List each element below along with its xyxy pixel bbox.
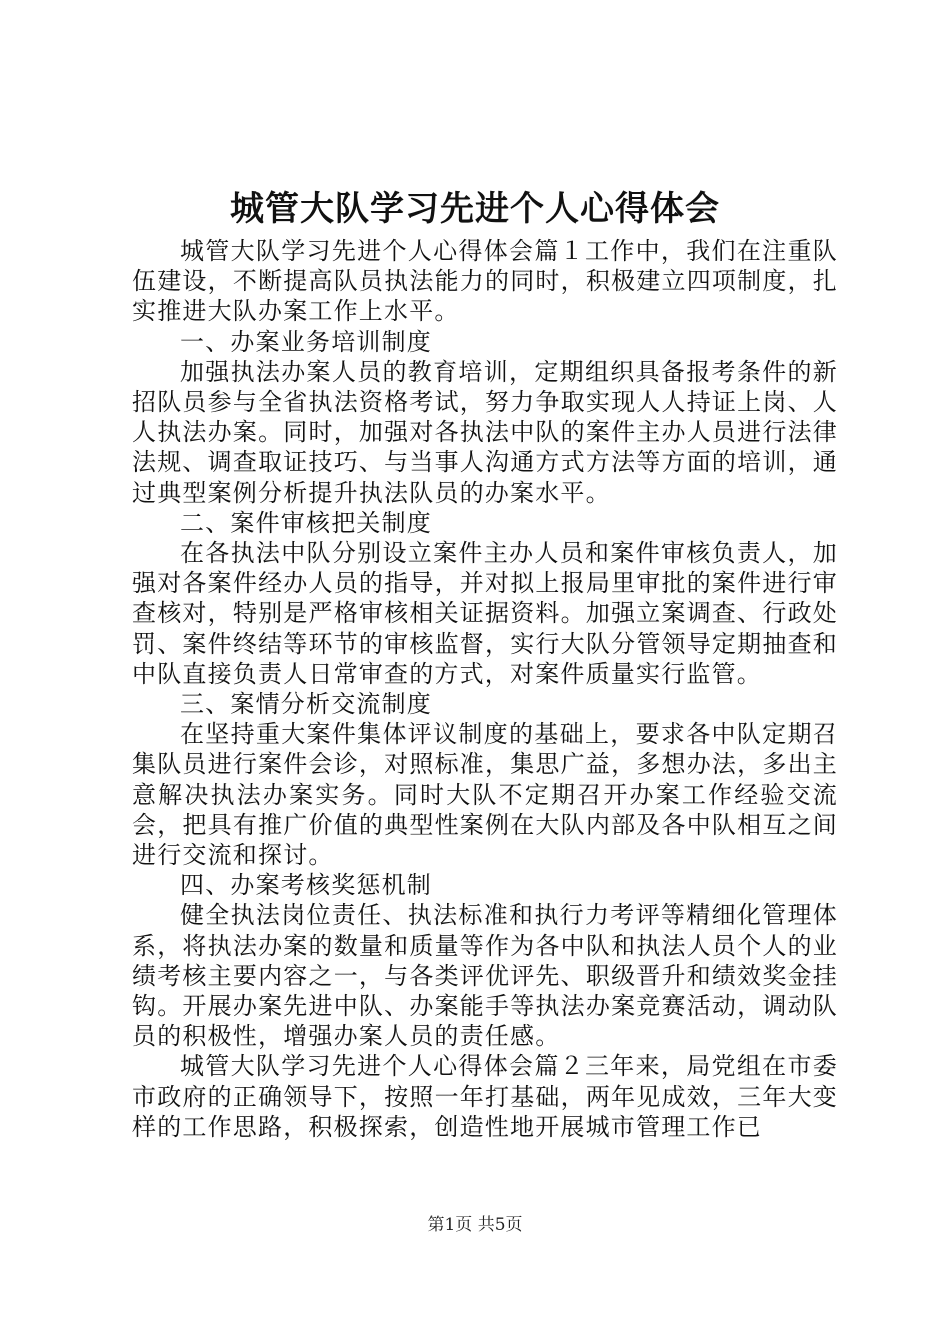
paragraph-article-2: 城管大队学习先进个人心得体会篇２三年来，局党组在市委市政府的正确领导下，按照一年打基础，两年见成效，三年大变样的工作思路，积极探索，创造性地开展城市管理工作已: [132, 1052, 838, 1141]
document-body: [132, 236, 838, 1142]
page-number: 第1页 共5页: [427, 1215, 523, 1235]
section-heading-4: 四、办案考核奖惩机制: [180, 871, 432, 900]
section-heading-3: 三、案情分析交流制度: [180, 690, 432, 719]
section-heading-2: 二、案件审核把关制度: [180, 508, 432, 537]
paragraph-review: 在各执法中队分别设立案件主办人员和案件审核负责人，加强对各案件经办人员的指导，并对拟上报局里审批的案件进行审查核对，特别是严格审核相关证据资料。加强立案调查、行政处罚、案件终结等环节的审核监督，实行大队分管领导定期抽查和中队直接负责人日常审查的方式，对案件质量实行监管。: [132, 539, 838, 688]
section-heading-1: 一、办案业务培训制度: [180, 327, 432, 356]
paragraph-training: 加强执法办案人员的教育培训，定期组织具备报考条件的新招队员参与全省执法资格考试，努力争取实现人人持证上岗、人人执法办案。同时，加强对各执法中队的案件主办人员进行法律法规、调查取证技巧、与当事人沟通方式方法等方面的培训，通过典型案例分析提升执法队员的办案水平。: [132, 357, 838, 507]
paragraph-assessment: 健全执法岗位责任、执法标准和执行力考评等精细化管理体系，将执法办案的数量和质量等作为各中队和执法人员个人的业绩考核主要内容之一，与各类评优评先、职级晋升和绩效奖金挂钩。开展办案先进中队、办案能手等执法办案竞赛活动，调动队员的积极性，增强办案人员的责任感。: [132, 901, 838, 1051]
paragraph-intro: 城管大队学习先进个人心得体会篇１工作中，我们在注重队伍建设，不断提高队员执法能力的同时，积极建立四项制度，扎实推进大队办案工作上水平。: [132, 237, 838, 326]
paragraph-analysis: 在坚持重大案件集体评议制度的基础上，要求各中队定期召集队员进行案件会诊，对照标准，集思广益，多想办法，多出主意解决执法办案实务。同时大队不定期召开办案工作经验交流会，把具有推广价值的典型性案例在大队内部及各中队相互之间进行交流和探讨。: [132, 720, 838, 870]
document-title: 城管大队学习先进个人心得体会: [230, 189, 720, 229]
